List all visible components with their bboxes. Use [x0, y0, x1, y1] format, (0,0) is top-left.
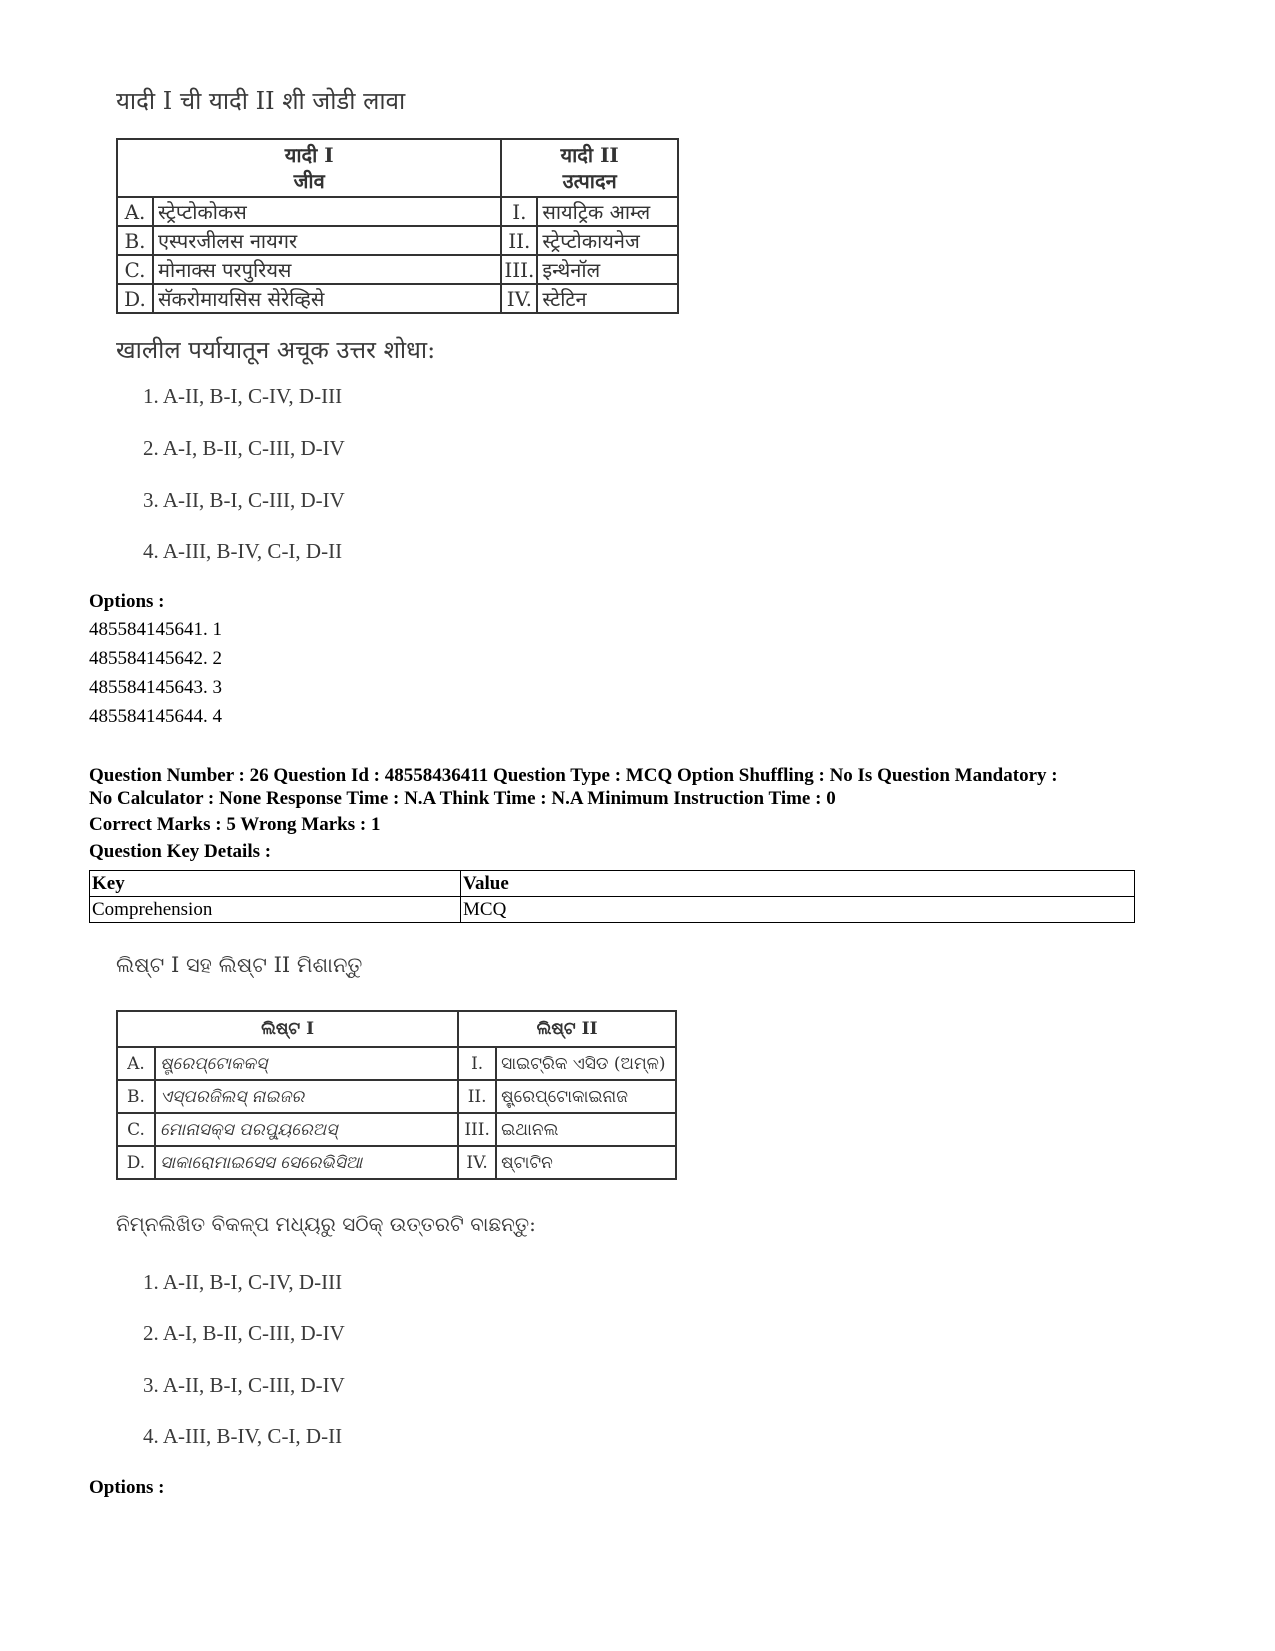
- option-item: 485584145642. 2: [89, 648, 222, 669]
- q2-heading: ଲିଷ୍ଟ I ସହ ଲିଷ୍ଟ II ମିଶାନ୍ତୁ: [116, 953, 363, 977]
- q1-heading: यादी I ची यादी II शी जोडी लावा: [116, 87, 406, 115]
- option-item: 485584145641. 1: [89, 619, 222, 640]
- q1-choice-1: 1. A-II, B-I, C-IV, D-III: [143, 384, 343, 408]
- q2-choice-1: 1. A-II, B-I, C-IV, D-III: [143, 1270, 343, 1294]
- q2-marks: Correct Marks : 5 Wrong Marks : 1: [89, 814, 381, 835]
- table-row: A. ଷ୍ଟ୍ରେପ୍ଟୋକକସ୍ I. ସାଇଟ୍ରିକ ଏସିଡ (ଅମ୍ଳ): [117, 1047, 676, 1080]
- q2-meta-line2: No Calculator : None Response Time : N.A Think Time : N.A Minimum Instruction Time : 0: [89, 788, 836, 809]
- q1-col2-header: यादी II उत्पादन: [501, 139, 678, 197]
- q2-col2-header: ଲିଷ୍ଟ II: [458, 1011, 676, 1047]
- q1-col1-header: यादी I जीव: [117, 139, 501, 197]
- table-row: B. एस्परजीलस नायगर II. स्ट्रेप्टोकायनेज: [117, 226, 678, 255]
- q2-meta-line1: Question Number : 26 Question Id : 48558436411 Question Type : MCQ Option Shuffling : No Is Question Mandatory :: [89, 765, 1058, 786]
- q1-prompt: खालील पर्यायातून अचूक उत्तर शोधा:: [116, 336, 436, 364]
- q1-choice-3: 3. A-II, B-I, C-III, D-IV: [143, 488, 345, 512]
- q1-options-list: [89, 615, 222, 731]
- table-row: B. ଏସ୍ପରଜିଲସ୍ ନାଇଜର II. ଷ୍ଟ୍ରେପ୍ଟୋକାଇନାଜ: [117, 1080, 676, 1113]
- table-row: Comprehension MCQ: [90, 897, 1135, 923]
- table-row: D. ସାକାରୋମାଇସେସ ସେରେଭିସିଆ IV. ଷ୍ଟାଟିନ: [117, 1146, 676, 1179]
- q2-key-details-label: Question Key Details :: [89, 841, 272, 862]
- q2-meta: [89, 764, 1058, 810]
- q2-choice-3: 3. A-II, B-I, C-III, D-IV: [143, 1373, 345, 1397]
- key-header: Key: [90, 871, 461, 897]
- q1-choice-2: 2. A-I, B-II, C-III, D-IV: [143, 436, 345, 460]
- q1-match-table: [116, 138, 679, 314]
- q2-choice-4: 4. A-III, B-IV, C-I, D-II: [143, 1424, 343, 1448]
- q2-options-label: Options :: [89, 1477, 165, 1498]
- q2-key-table: [89, 870, 1135, 923]
- option-item: 485584145643. 3: [89, 677, 222, 698]
- table-row: D. सॅकरोमायसिस सेरेव्हिसे IV. स्टेटिन: [117, 284, 678, 313]
- q2-col1-header: ଲିଷ୍ଟ I: [117, 1011, 458, 1047]
- value-header: Value: [461, 871, 1135, 897]
- table-row: C. मोनाक्स परपुरियस III. इन्थेनॉल: [117, 255, 678, 284]
- table-row: A. स्ट्रेप्टोकोकस I. सायट्रिक आम्ल: [117, 197, 678, 226]
- q2-choice-2: 2. A-I, B-II, C-III, D-IV: [143, 1321, 345, 1345]
- q2-prompt: ନିମ୍ନଲିଖିତ ବିକଳ୍ପ ମଧ୍ୟରୁ ସଠିକ୍ ଉତ୍ତରଟି ବାଛନ୍ତୁ:: [116, 1212, 536, 1236]
- q2-match-table: [116, 1010, 677, 1180]
- q1-options-label: Options :: [89, 591, 165, 612]
- option-item: 485584145644. 4: [89, 706, 222, 727]
- table-row: C. ମୋନାସକ୍ସ ପରପ୍ୟୁରେଅସ୍ III. ଇଥାନଲ: [117, 1113, 676, 1146]
- q1-choice-4: 4. A-III, B-IV, C-I, D-II: [143, 539, 343, 563]
